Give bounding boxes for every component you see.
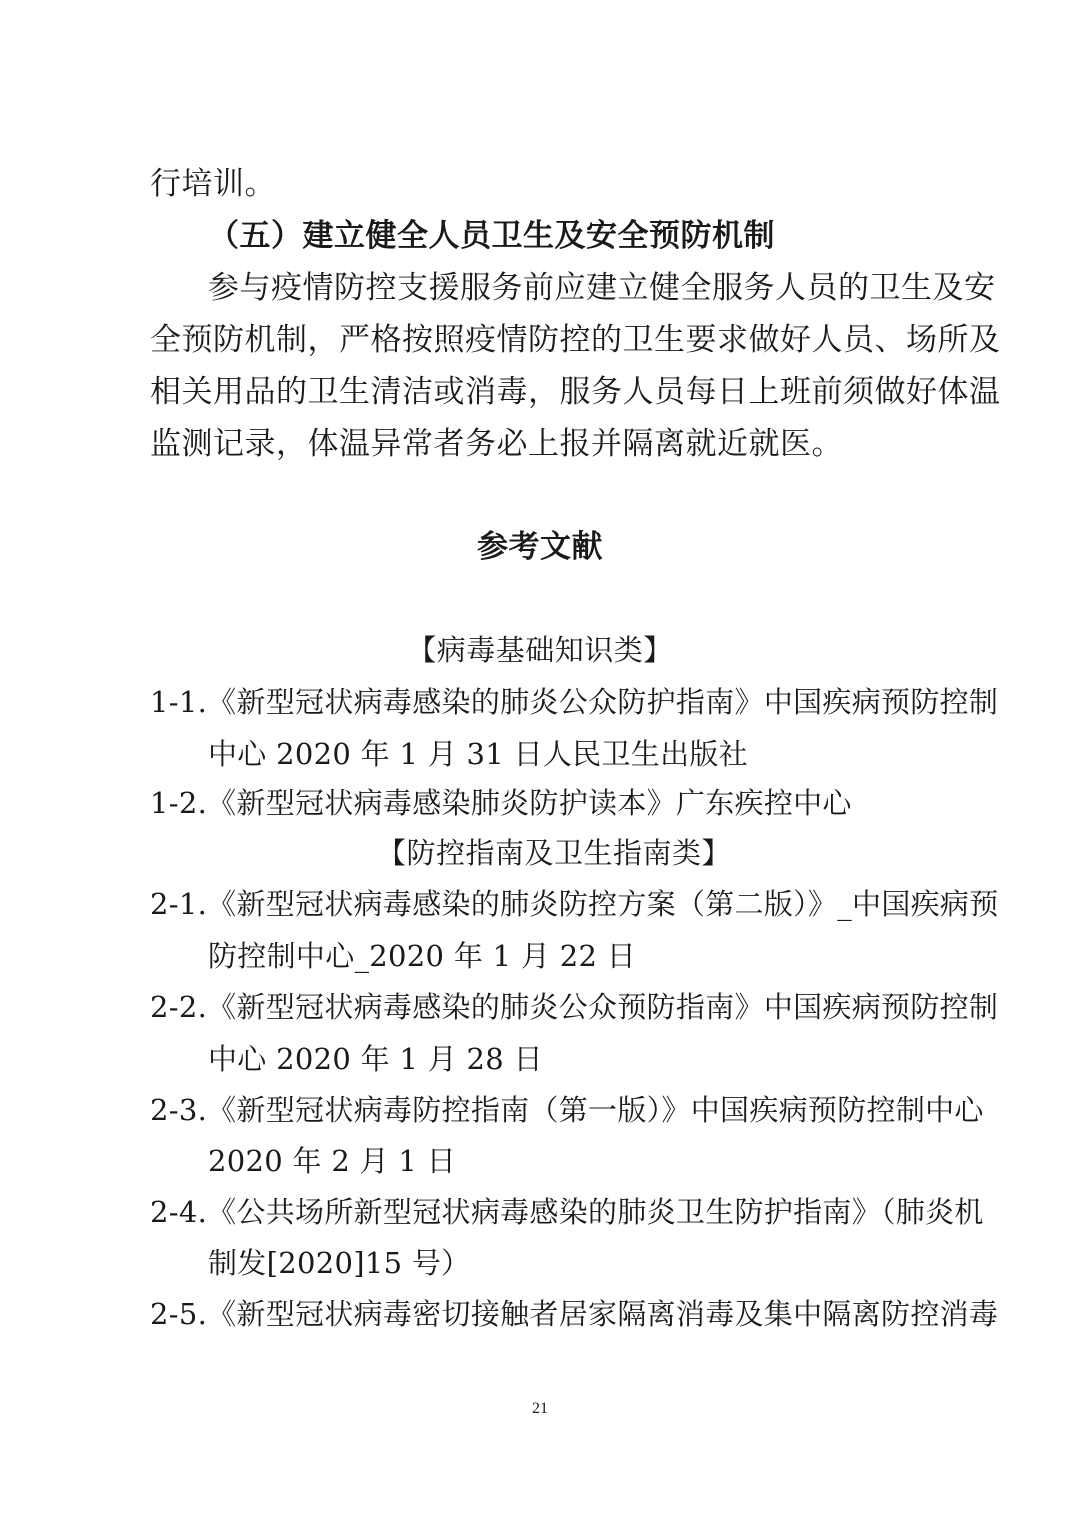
reference-1-2: 1-2.《新型冠状病毒感染肺炎防护读本》广东疾控中心 <box>150 786 852 820</box>
page-number: 21 <box>532 1400 548 1417</box>
reference-2-5-line-1: 2-5.《新型冠状病毒密切接触者居家隔离消毒及集中隔离防控消毒 <box>150 1297 999 1331</box>
reference-2-2-line-1: 2-2.《新型冠状病毒感染的肺炎公众预防指南》中国疾病预防控制 <box>150 990 999 1024</box>
paragraph-line-4: 监测记录，体温异常者务必上报并隔离就近就医。 <box>150 426 843 462</box>
reference-2-4-line-1: 2-4.《公共场所新型冠状病毒感染的肺炎卫生防护指南》（肺炎机 <box>150 1195 984 1229</box>
reference-2-4-line-2: 制发[2020]15 号） <box>208 1246 471 1280</box>
reference-2-3-line-1: 2-3.《新型冠状病毒防控指南（第一版）》中国疾病预防控制中心 <box>150 1093 984 1127</box>
paragraph-continuation: 行培训。 <box>150 166 276 202</box>
reference-1-1-line-1: 1-1.《新型冠状病毒感染的肺炎公众防护指南》中国疾病预防控制 <box>150 685 999 719</box>
paragraph-line-3: 相关用品的卫生清洁或消毒，服务人员每日上班前须做好体温 <box>150 374 1001 410</box>
reference-2-1-line-2: 防控制中心_2020 年 1 月 22 日 <box>208 939 637 973</box>
section-heading: （五）建立健全人员卫生及安全预防机制 <box>208 218 775 254</box>
reference-1-1-line-2: 中心 2020 年 1 月 31 日人民卫生出版社 <box>208 737 748 771</box>
reference-2-1-line-1: 2-1.《新型冠状病毒感染的肺炎防控方案（第二版）》_中国疾病预 <box>150 887 999 921</box>
category-heading-prevention-guides: 【防控指南及卫生指南类】 <box>376 836 731 870</box>
reference-2-2-line-2: 中心 2020 年 1 月 28 日 <box>208 1042 543 1076</box>
references-title: 参考文献 <box>477 529 603 565</box>
category-heading-virus-basics: 【病毒基础知识类】 <box>407 633 673 667</box>
paragraph-line-1: 参与疫情防控支援服务前应建立健全服务人员的卫生及安 <box>208 270 996 306</box>
paragraph-line-2: 全预防机制，严格按照疫情防控的卫生要求做好人员、场所及 <box>150 322 1001 358</box>
reference-2-3-line-2: 2020 年 2 月 1 日 <box>208 1144 456 1178</box>
